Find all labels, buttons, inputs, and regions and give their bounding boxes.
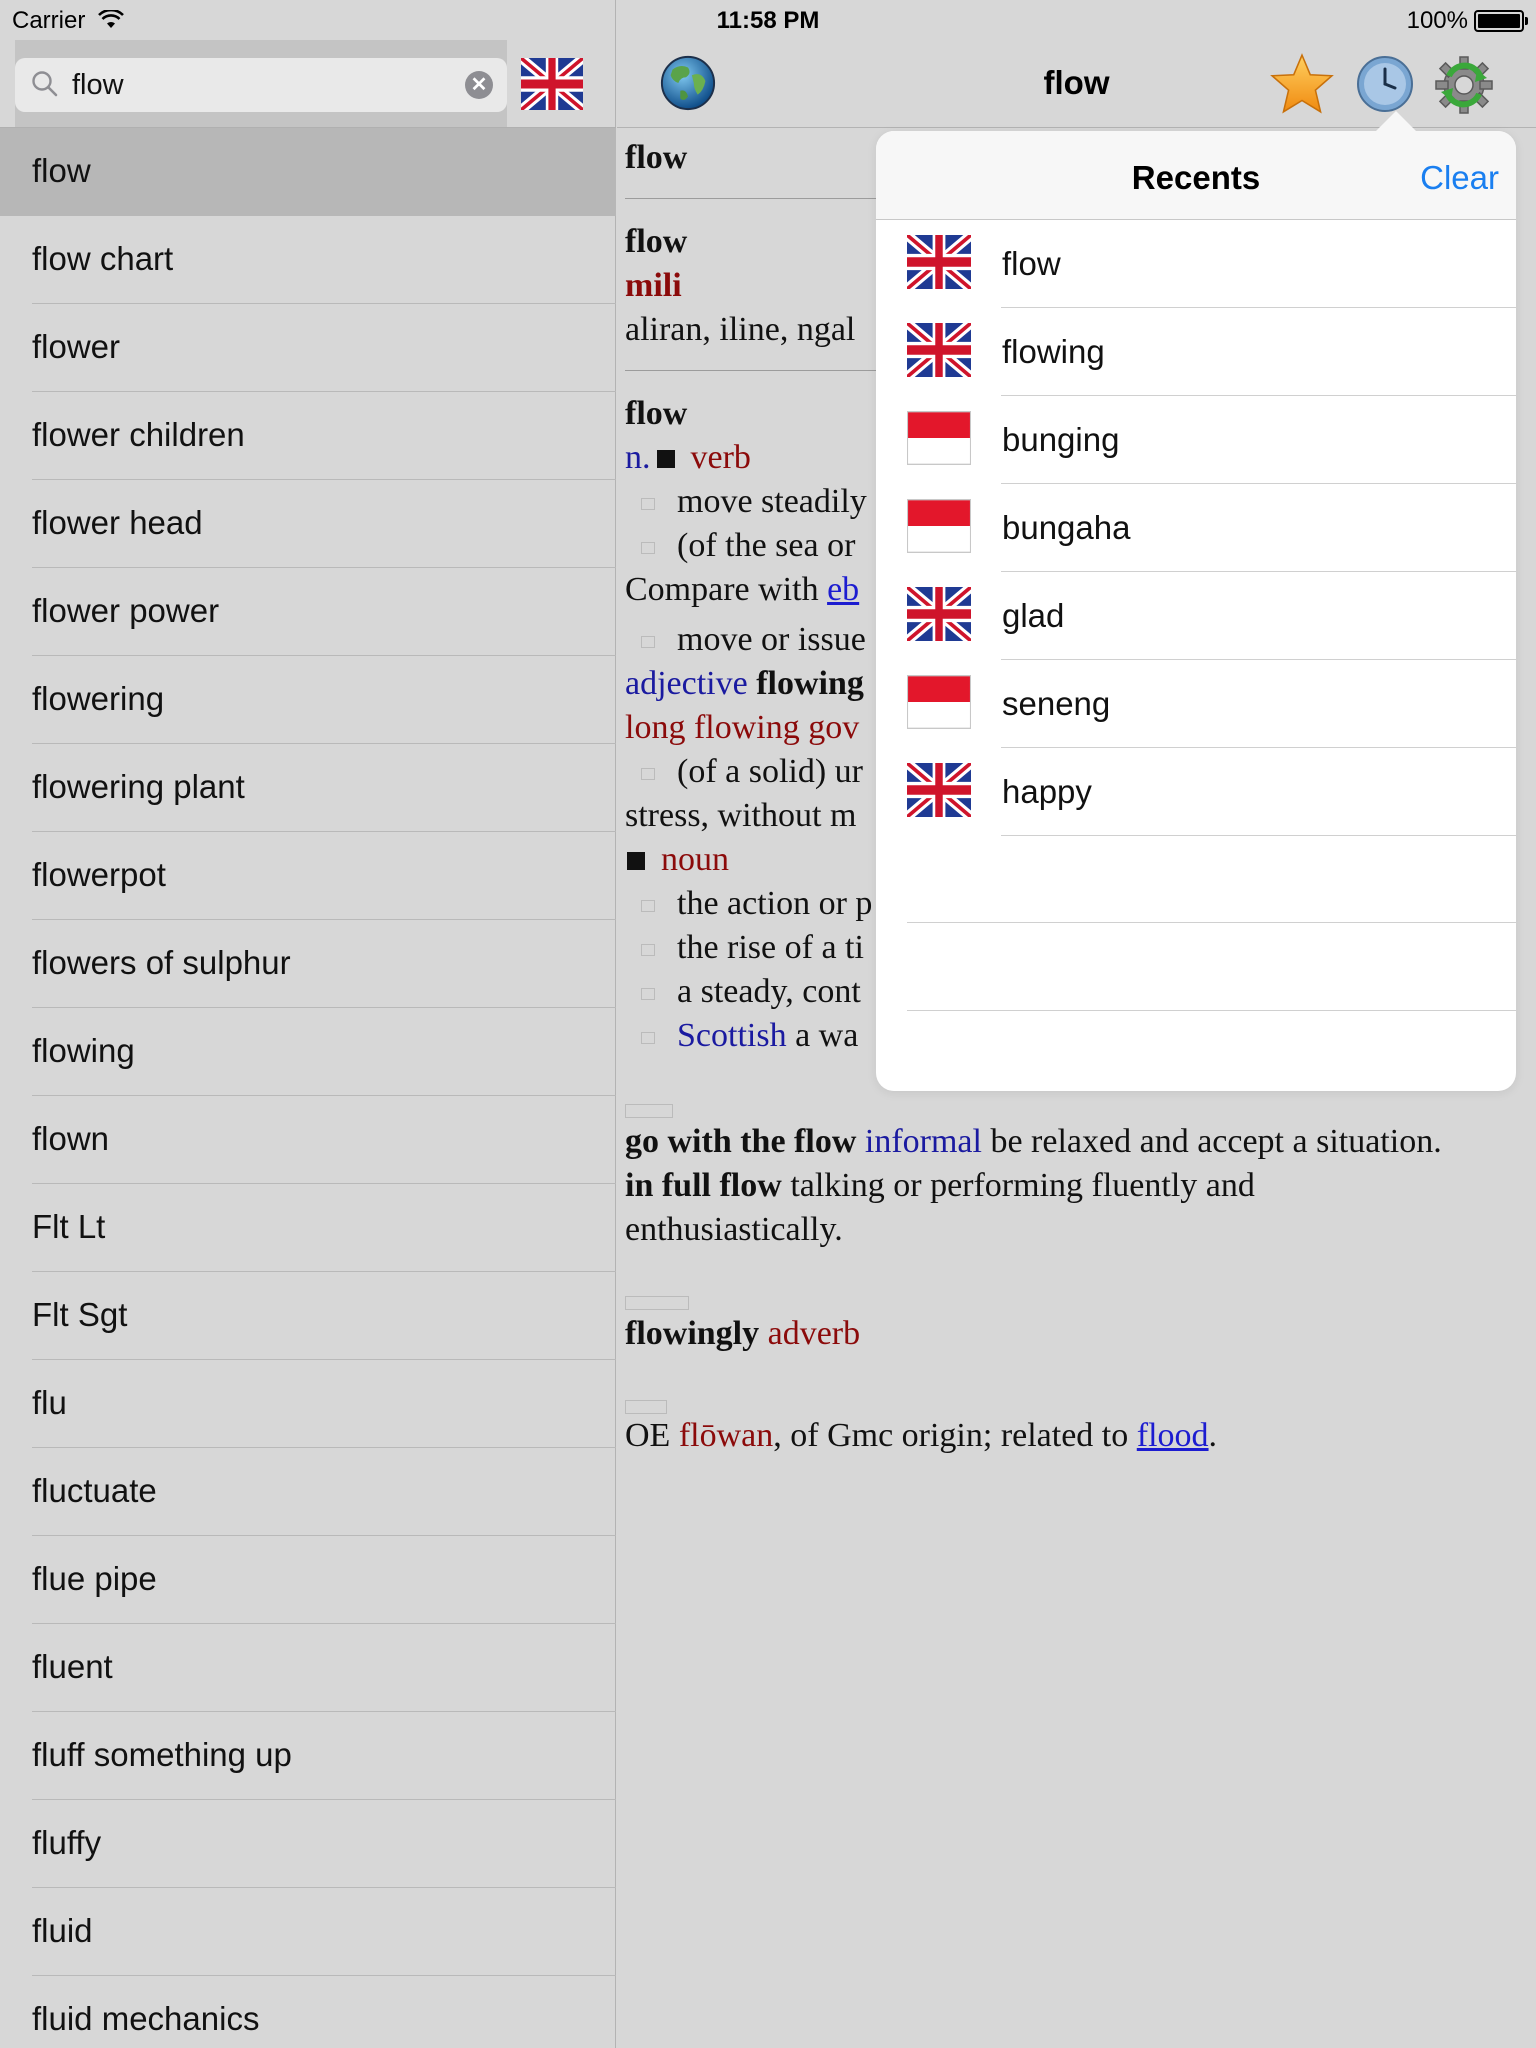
page-title: flow [1043,64,1110,101]
pos-label: adjective [625,665,757,702]
sense-text: a wa [786,1017,859,1054]
list-item[interactable] [0,1272,616,1360]
search-bar [15,40,507,128]
derived-word: flowing [756,665,864,702]
recents-list [876,220,1516,836]
idiom-phrase: go with the flow [625,1123,857,1160]
list-item-label: Flt Sgt [32,1296,128,1333]
etymology-text: , of Gmc origin; related to [773,1417,1137,1454]
sense-text: (of a solid) ur [677,753,864,790]
idiom-meaning: talking or performing fluently and [790,1167,1255,1204]
list-item[interactable] [0,392,616,480]
list-item-label: flower head [32,504,203,541]
word-list-pane [0,0,616,2048]
list-item[interactable] [0,832,616,920]
clear-search-icon[interactable]: ✕ [465,71,493,99]
list-item[interactable] [0,568,616,656]
part-of-speech: noun [661,841,729,878]
uk-flag-icon [907,763,971,817]
star-icon[interactable] [1269,52,1335,116]
section-marker-icon [625,1400,667,1414]
list-item[interactable] [0,744,616,832]
recent-item[interactable] [876,660,1516,748]
list-item[interactable] [0,304,616,392]
recent-item[interactable] [876,484,1516,572]
recent-item[interactable] [876,572,1516,660]
idiom [625,1120,1442,1164]
recent-item[interactable] [876,748,1516,836]
sense-text: move steadily [677,483,867,520]
popover-arrow [1374,111,1418,133]
list-item[interactable] [0,1096,616,1184]
headword: flow [625,139,688,176]
list-item-label: fluent [32,1648,113,1685]
clock-time: 11:58 PM [716,7,820,34]
recent-word: glad [1002,597,1065,634]
list-item[interactable] [0,1448,616,1536]
sense [625,750,863,794]
battery-icon [1474,10,1524,32]
sense [625,524,855,568]
sense-text: move or issue [677,621,866,658]
indonesia-flag-icon [907,499,971,553]
recent-item[interactable] [876,308,1516,396]
list-item-label: flue pipe [32,1560,157,1597]
list-item-label: flowering [32,680,165,717]
list-item-label: flu [32,1384,67,1421]
recent-item[interactable] [876,220,1516,308]
idiom-meaning-continued: enthusiastically. [625,1211,843,1248]
sense-text: the action or p [677,885,873,922]
compare-link[interactable]: eb [827,571,860,608]
list-item[interactable] [0,480,616,568]
example: long flowing gov [625,709,860,746]
list-item-label: fluid [32,1912,93,1949]
sense-marker-icon [641,944,655,956]
sense-marker-icon [641,498,655,510]
compare-text: Compare with [625,571,828,608]
indonesia-flag-icon [907,675,971,729]
list-item-label: fluctuate [32,1472,157,1509]
clock-icon[interactable] [1355,54,1415,114]
recent-word: bungaha [1002,509,1131,546]
part-of-speech: mili [625,267,682,304]
list-item[interactable] [0,1008,616,1096]
list-item[interactable] [0,1800,616,1888]
sense-continued: stress, without m [625,797,857,834]
list-item-label: flower [32,328,121,365]
headword: flow [625,223,688,260]
indonesia-flag-icon [907,411,971,465]
recents-popover [876,131,1516,1091]
etymology-text: . [1208,1417,1218,1454]
divider [625,370,915,371]
sense [625,882,872,926]
sense [625,926,864,970]
list-item-label: flowering plant [32,768,245,805]
list-item[interactable] [0,1624,616,1712]
list-item[interactable] [0,216,616,304]
search-value: flow [72,69,124,101]
list-item[interactable] [0,1712,616,1800]
sense-text: (of the sea or [677,527,856,564]
pos-line [625,838,729,882]
list-item-label: flower children [32,416,245,453]
idiom-meaning: be relaxed and accept a situation. [990,1123,1442,1160]
sense-text: the rise of a ti [677,929,864,966]
sense [625,618,866,662]
etymology-text: OE [625,1417,679,1454]
list-item[interactable] [0,1360,616,1448]
list-item[interactable] [0,656,616,744]
pos-line [625,436,751,480]
recent-word: seneng [1002,685,1111,722]
list-item-label: fluffy [32,1824,102,1861]
search-icon [31,70,59,98]
battery-percent: 100% [1406,7,1468,34]
list-item[interactable] [0,1184,616,1272]
list-item[interactable] [0,920,616,1008]
recent-word: bunging [1002,421,1120,458]
list-item-label: fluff something up [32,1736,292,1773]
sense-marker-icon [641,636,655,648]
divider [625,198,915,199]
list-item-label: flowerpot [32,856,166,893]
uk-flag-icon [907,587,971,641]
uk-flag-icon [907,323,971,377]
sense [625,1014,858,1058]
headword: flow [625,395,688,432]
empty-row-divider [907,922,1516,923]
list-item[interactable] [0,128,616,216]
square-bullet-icon [657,450,675,468]
empty-row-divider [907,1010,1516,1011]
part-of-speech: verb [690,439,751,476]
noun-abbr: n. [625,439,651,476]
idiom-phrase: in full flow [625,1167,782,1204]
translation: aliran, iline, ngal [625,311,856,348]
register-label: informal [864,1123,982,1160]
recent-word: flow [1002,245,1061,282]
derivative [625,1312,860,1356]
region-label: Scottish [677,1017,787,1054]
related-word-link[interactable]: flood [1136,1417,1209,1454]
recent-item[interactable] [876,396,1516,484]
idiom [625,1164,1255,1208]
list-item-label: flow chart [32,240,174,277]
list-item-label: flowing [32,1032,135,1069]
sense-marker-icon [641,768,655,780]
sense-text: a steady, cont [677,973,861,1010]
recent-word: flowing [1002,333,1105,370]
uk-flag-icon [907,235,971,289]
clear-button[interactable]: Clear [1420,159,1499,196]
list-item[interactable] [0,1536,616,1624]
sense-marker-icon [641,542,655,554]
popover-header [876,131,1516,220]
adjective-line [625,662,864,706]
sense-marker-icon [641,900,655,912]
carrier-label: Carrier [12,7,86,34]
list-item-label: flower power [32,592,220,629]
list-item-label: Flt Lt [32,1208,106,1245]
list-item[interactable] [0,1976,616,2048]
section-marker-icon [625,1296,689,1310]
compare-line [625,568,859,612]
popover-title: Recents [1131,159,1261,196]
sense-marker-icon [641,1032,655,1044]
square-bullet-icon [627,852,645,870]
section-marker-icon [625,1104,673,1118]
list-item[interactable] [0,1888,616,1976]
search-input[interactable] [15,58,507,112]
list-item-label: flown [32,1120,110,1157]
gear-refresh-icon[interactable] [1431,52,1497,118]
list-item-label: flow [32,152,91,189]
word-list [0,128,616,2048]
etymology [625,1414,1217,1458]
derived-word: flowingly [625,1315,760,1352]
uk-flag-icon[interactable] [521,58,583,110]
list-item-label: flowers of sulphur [32,944,291,981]
recent-word: happy [1002,773,1092,810]
part-of-speech: adverb [767,1315,861,1352]
sense [625,970,861,1014]
sense-marker-icon [641,988,655,1000]
etymon: flōwan [678,1417,774,1454]
sense [625,480,867,524]
list-item-label: fluid mechanics [32,2000,260,2037]
